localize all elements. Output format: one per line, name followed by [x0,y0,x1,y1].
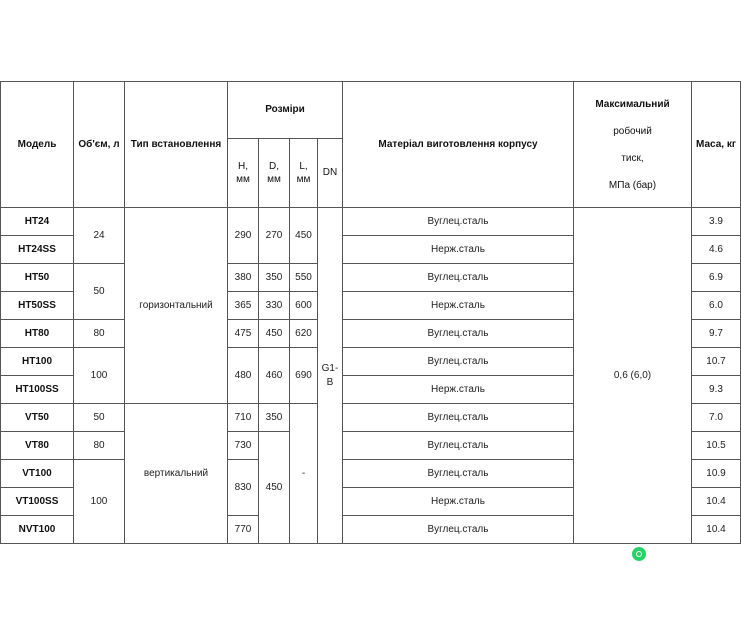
whatsapp-icon[interactable] [632,547,646,561]
cell-volume: 80 [74,432,125,460]
cell-model: VT50 [1,404,74,432]
cell-d: 460 [259,348,290,404]
cell-material: Вуглец.сталь [343,320,574,348]
header-mass: Маса, кг [692,82,741,208]
cell-h: 770 [228,516,259,544]
cell-volume: 80 [74,320,125,348]
cell-d: 350 [259,264,290,292]
cell-l: 690 [290,348,318,404]
cell-model: VT80 [1,432,74,460]
cell-mass: 10.4 [692,516,741,544]
cell-material: Вуглец.сталь [343,404,574,432]
cell-model: HT50SS [1,292,74,320]
cell-material: Нерж.сталь [343,292,574,320]
header-pressure-line-1: Максимальний [595,98,670,110]
specifications-table [0,81,741,544]
cell-l: - [290,404,318,544]
cell-h: 480 [228,348,259,404]
cell-d: 450 [259,432,290,544]
cell-material: Вуглец.сталь [343,460,574,488]
cell-h: 710 [228,404,259,432]
cell-l: 620 [290,320,318,348]
cell-d: 270 [259,208,290,264]
cell-material: Нерж.сталь [343,236,574,264]
cell-l: 450 [290,208,318,264]
cell-mass: 4.6 [692,236,741,264]
cell-mass: 6.0 [692,292,741,320]
cell-d: 450 [259,320,290,348]
header-dn: DN [318,139,343,208]
cell-volume: 50 [74,264,125,320]
cell-h: 380 [228,264,259,292]
header-pressure [574,82,692,208]
header-pressure-line-3: тиск, [621,152,644,164]
header-install-type: Тип встановлення [125,82,228,208]
cell-l: 550 [290,264,318,292]
cell-model: HT80 [1,320,74,348]
cell-volume: 24 [74,208,125,264]
cell-material: Нерж.сталь [343,488,574,516]
cell-mass: 10.9 [692,460,741,488]
cell-material: Нерж.сталь [343,376,574,404]
cell-material: Вуглец.сталь [343,348,574,376]
cell-install-type: вертикальний [125,404,228,544]
cell-mass: 7.0 [692,404,741,432]
header-row-top [1,82,741,139]
cell-mass: 3.9 [692,208,741,236]
cell-install-type: горизонтальний [125,208,228,404]
cell-h: 475 [228,320,259,348]
cell-h: 730 [228,432,259,460]
cell-model: HT24 [1,208,74,236]
cell-h: 365 [228,292,259,320]
cell-model: HT50 [1,264,74,292]
cell-mass: 10.4 [692,488,741,516]
cell-pressure: 0,6 (6,0) [574,208,692,544]
header-l: L, мм [290,139,318,208]
cell-d: 350 [259,404,290,432]
cell-model: HT100 [1,348,74,376]
cell-l: 600 [290,292,318,320]
table-row [1,208,741,236]
cell-mass: 6.9 [692,264,741,292]
cell-volume: 100 [74,348,125,404]
cell-mass: 10.5 [692,432,741,460]
cell-material: Вуглец.сталь [343,208,574,236]
header-d: D, мм [259,139,290,208]
cell-material: Вуглец.сталь [343,516,574,544]
header-h: H, мм [228,139,259,208]
header-material: Матеріал виготовлення корпусу [343,82,574,208]
cell-material: Вуглец.сталь [343,432,574,460]
cell-material: Вуглец.сталь [343,264,574,292]
cell-model: HT100SS [1,376,74,404]
cell-model: VT100SS [1,488,74,516]
cell-mass: 9.3 [692,376,741,404]
cell-volume: 50 [74,404,125,432]
header-volume: Об'єм, л [74,82,125,208]
header-pressure-line-4: МПа (бар) [608,179,657,191]
cell-d: 330 [259,292,290,320]
cell-mass: 9.7 [692,320,741,348]
header-dimensions: Розміри [228,82,343,139]
cell-model: HT24SS [1,236,74,264]
cell-mass: 10.7 [692,348,741,376]
cell-dn: G1-B [318,208,343,544]
cell-volume: 100 [74,460,125,544]
cell-model: VT100 [1,460,74,488]
cell-model: NVT100 [1,516,74,544]
header-pressure-line-2: робочий [613,125,652,137]
header-model: Модель [1,82,74,208]
cell-h: 290 [228,208,259,264]
cell-h: 830 [228,460,259,516]
